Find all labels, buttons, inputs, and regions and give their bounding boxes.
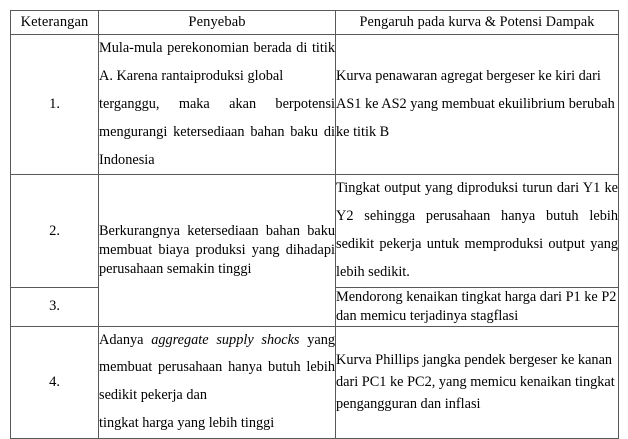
- penyebab-4-paragraph: [99, 327, 335, 411]
- row-number-3: 3.: [11, 287, 99, 326]
- cell-penyebab-4: [99, 326, 336, 439]
- pengaruh-1-paragraph: Kurva penawaran agregat bergeser ke kiri dari AS1 ke AS2 yang membuat ekuilibrium berubah ke titik B: [336, 67, 615, 140]
- cell-penyebab-2-3: [99, 175, 336, 326]
- column-header-pengaruh: Pengaruh pada kurva & Potensi Dampak: [336, 11, 619, 35]
- table-row: [11, 175, 619, 288]
- cell-pengaruh-3: [336, 287, 619, 326]
- penyebab-4-italic-term: aggregate supply shocks: [151, 331, 300, 348]
- column-header-penyebab: Penyebab: [99, 11, 336, 35]
- penyebab-4-last-line: tingkat harga yang lebih tinggi: [99, 415, 275, 432]
- cell-pengaruh-4: [336, 326, 619, 439]
- economics-impact-table: [10, 10, 619, 439]
- pengaruh-3-paragraph: Mendorong kenaikan tingkat harga dari P1 ke P2 dan memicu terjadinya stagflasi: [336, 288, 617, 324]
- penyebab-4-rest-text: yang membuat perusahaan hanya butuh lebih sedikit pekerja dan: [99, 331, 336, 404]
- table-row: [11, 326, 619, 439]
- cell-pengaruh-1: [336, 35, 619, 175]
- cell-pengaruh-2: [336, 175, 619, 288]
- row-number-1: 1.: [11, 35, 99, 175]
- table-header-row: [11, 11, 619, 35]
- penyebab-4-lead-text: Adanya: [99, 331, 152, 348]
- row-number-4: 4.: [11, 326, 99, 439]
- penyebab-2-paragraph: Berkurangnya ketersediaan bahan baku membuat biaya produksi yang dihadapi perusahaan semakin tinggi: [99, 223, 335, 277]
- column-header-keterangan: Keterangan: [11, 11, 99, 35]
- penyebab-1-paragraph-2: terganggu, maka akan berpotensi mengurangi ketersediaan bahan baku di Indonesia: [99, 95, 335, 168]
- table-container: [10, 10, 618, 432]
- row-number-2: 2.: [11, 175, 99, 288]
- cell-penyebab-1: [99, 35, 336, 175]
- pengaruh-2-paragraph: Tingkat output yang diproduksi turun dari Y1 ke Y2 sehingga perusahaan hanya butuh lebih sedikit pekerja untuk memproduksi output yang lebih sedikit.: [336, 180, 618, 280]
- pengaruh-4-paragraph: Kurva Phillips jangka pendek bergeser ke kanan dari PC1 ke PC2, yang memicu kenaikan tingkat pengangguran dan inflasi: [336, 352, 615, 413]
- penyebab-1-paragraph-1: Mula-mula perekonomian berada di titik A. Karena rantaiproduksi global: [99, 40, 335, 84]
- table-row: [11, 35, 619, 175]
